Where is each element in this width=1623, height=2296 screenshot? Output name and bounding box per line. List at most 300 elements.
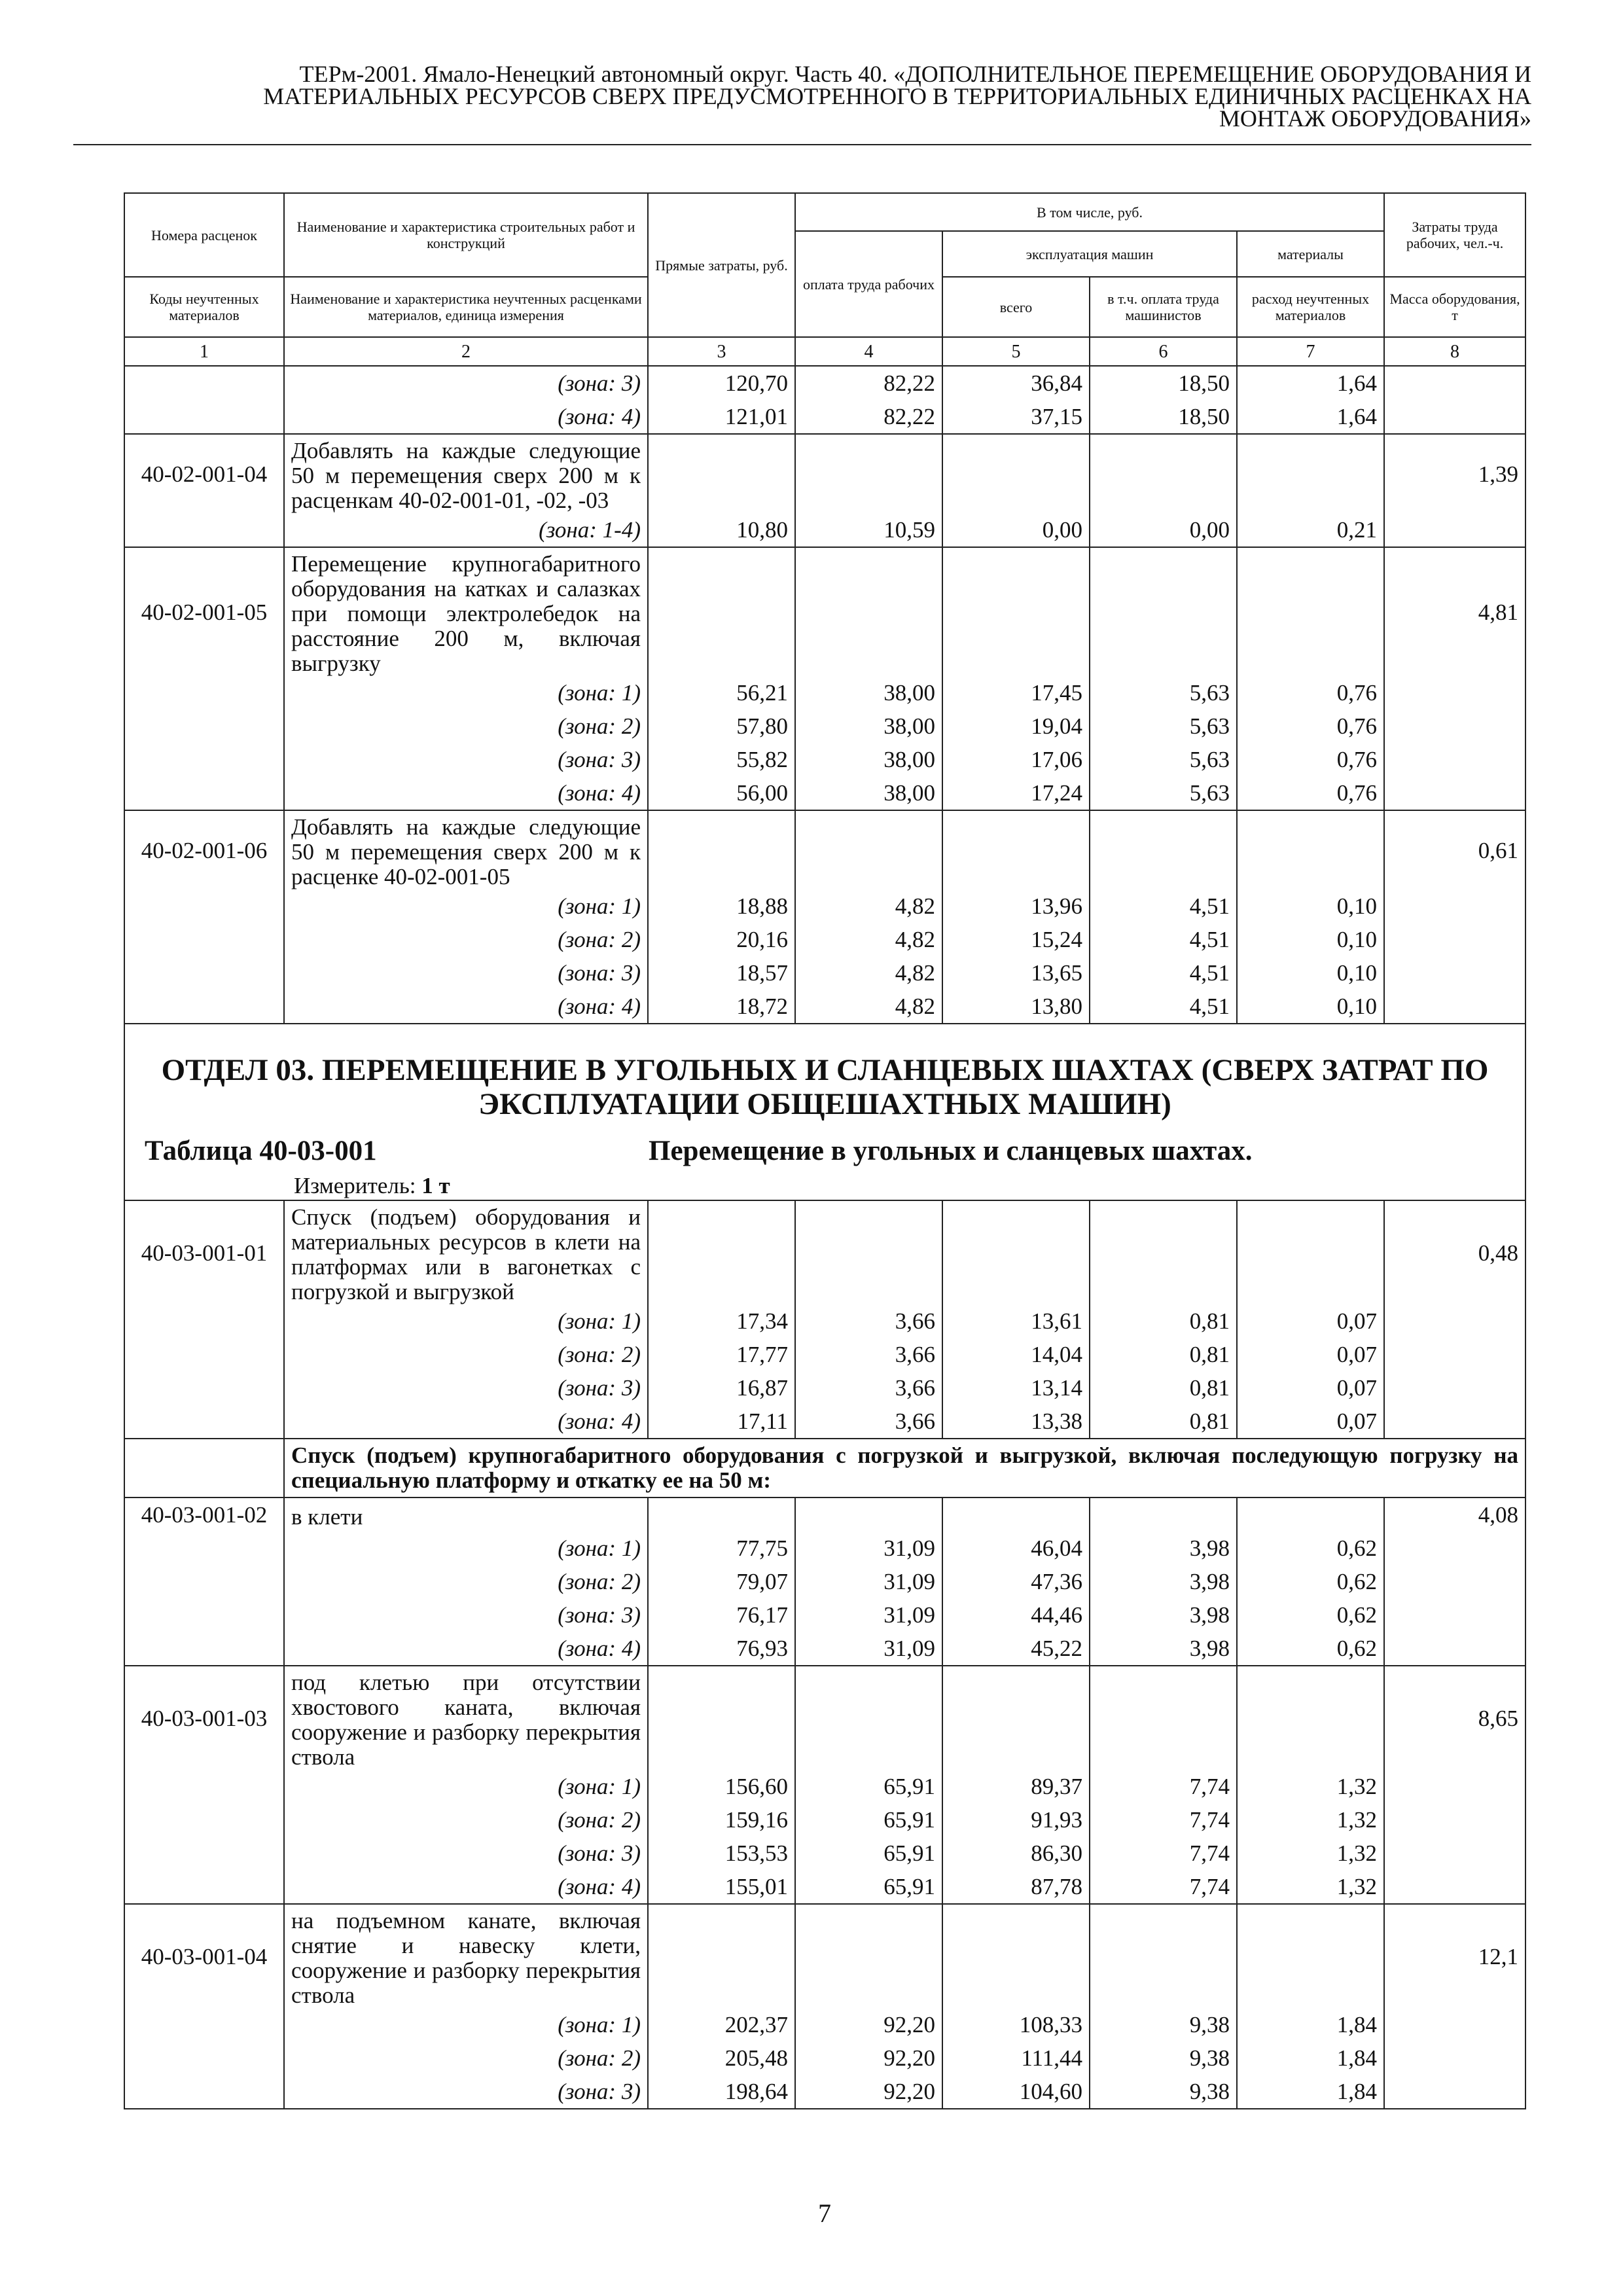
materials-value: 0,62: [1237, 1565, 1384, 1598]
labor-empty: [1384, 1565, 1525, 1598]
labor-empty: [1384, 1598, 1525, 1632]
direct-costs-value: 16,87: [648, 1371, 795, 1405]
materials-value: 0,07: [1237, 1371, 1384, 1405]
rate-code-empty: [124, 1405, 284, 1439]
empty-cell: [795, 1904, 942, 2008]
materials-value: 1,64: [1237, 400, 1384, 434]
th-direct-costs: Прямые затраты, руб.: [648, 193, 795, 337]
machine-total-value: 36,84: [942, 366, 1090, 400]
zone-label: (зона: 3): [284, 743, 648, 776]
labor-empty: [1384, 1532, 1525, 1565]
rate-entry-row: [124, 810, 1525, 889]
table-title: Перемещение в угольных и сланцевых шахтах.: [649, 1136, 1253, 1166]
direct-costs-value: 159,16: [648, 1803, 795, 1837]
labor-empty: [1384, 1371, 1525, 1405]
operator-pay-value: 4,51: [1090, 923, 1237, 956]
machine-total-value: 13,61: [942, 1304, 1090, 1338]
operator-pay-value: 3,98: [1090, 1532, 1237, 1565]
labor-empty: [1384, 2008, 1525, 2041]
th-codes-materials: Коды неучтенных материалов: [124, 277, 284, 337]
rate-description: Добавлять на каждые следующие 50 м перемещения сверх 200 м к расценке 40-02-001-05: [284, 810, 648, 889]
labor-pay-value: 31,09: [795, 1632, 942, 1666]
materials-value: 0,76: [1237, 743, 1384, 776]
zone-label: (зона: 1): [284, 1770, 648, 1803]
zone-row: [124, 1598, 1525, 1632]
labor-empty: [1384, 1405, 1525, 1439]
machine-total-value: 13,38: [942, 1405, 1090, 1439]
materials-value: 0,76: [1237, 676, 1384, 709]
labor-empty: [1384, 743, 1525, 776]
labor-costs-value: 0,61: [1384, 810, 1525, 889]
col-number: 6: [1090, 337, 1237, 366]
machine-total-value: 91,93: [942, 1803, 1090, 1837]
rate-code-empty: [124, 2041, 284, 2075]
machine-total-value: 47,36: [942, 1565, 1090, 1598]
group-heading-spacer: [124, 1439, 284, 1498]
col-number: 3: [648, 337, 795, 366]
zone-label: (зона: 1): [284, 889, 648, 923]
rate-code-empty: [124, 1565, 284, 1598]
zone-row: [124, 1632, 1525, 1666]
th-equipment-mass: Масса оборудования, т: [1384, 277, 1525, 337]
machine-total-value: 0,00: [942, 513, 1090, 547]
zone-row: [124, 1870, 1525, 1904]
table-caption: [125, 1134, 1525, 1172]
zone-row: [124, 1803, 1525, 1837]
running-header: [196, 63, 1531, 130]
empty-cell: [1090, 1498, 1237, 1532]
direct-costs-value: 10,80: [648, 513, 795, 547]
zone-row: [124, 923, 1525, 956]
empty-cell: [1090, 1666, 1237, 1770]
labor-empty: [1384, 1837, 1525, 1870]
labor-empty: [1384, 2041, 1525, 2075]
empty-cell: [648, 810, 795, 889]
materials-value: 0,10: [1237, 923, 1384, 956]
empty-cell: [942, 1200, 1090, 1304]
labor-empty: [1384, 776, 1525, 810]
empty-cell: [1237, 1200, 1384, 1304]
labor-pay-value: 3,66: [795, 1338, 942, 1371]
labor-pay-value: 92,20: [795, 2008, 942, 2041]
zone-row: [124, 2041, 1525, 2075]
direct-costs-value: 76,93: [648, 1632, 795, 1666]
th-incl-operators: в т.ч. оплата труда машинистов: [1090, 277, 1237, 337]
operator-pay-value: 9,38: [1090, 2075, 1237, 2109]
section-title: ОТДЕЛ 03. ПЕРЕМЕЩЕНИЕ В УГОЛЬНЫХ И СЛАНЦЕВЫХ ШАХТАХ (СВЕРХ ЗАТРАТ ПО ЭКСПЛУАТАЦИИ ОБЩЕШАХТНЫХ МАШИН): [161, 1053, 1489, 1121]
machine-total-value: 89,37: [942, 1770, 1090, 1803]
labor-costs-value: 0,48: [1384, 1200, 1525, 1304]
table-label: Таблица 40-03-001: [145, 1136, 377, 1166]
labor-pay-value: 31,09: [795, 1598, 942, 1632]
header-line-2: МАТЕРИАЛЬНЫХ РЕСУРСОВ СВЕРХ ПРЕДУСМОТРЕННОГО В ТЕРРИТОРИАЛЬНЫХ ЕДИНИЧНЫХ РАСЦЕНКАХ НА: [263, 83, 1531, 109]
rate-code: 40-02-001-04: [124, 434, 284, 513]
labor-empty: [1384, 1803, 1525, 1837]
zone-row: [124, 1532, 1525, 1565]
empty-cell: [1237, 1498, 1384, 1532]
empty-cell: [648, 547, 795, 676]
labor-pay-value: 38,00: [795, 676, 942, 709]
rate-code: 40-03-001-03: [124, 1666, 284, 1770]
direct-costs-value: 77,75: [648, 1532, 795, 1565]
rate-code-empty: [124, 1837, 284, 1870]
operator-pay-value: 3,98: [1090, 1598, 1237, 1632]
machine-total-value: 44,46: [942, 1598, 1090, 1632]
col-number: 8: [1384, 337, 1525, 366]
zone-row: [124, 1770, 1525, 1803]
zone-label: (зона: 4): [284, 1870, 648, 1904]
page-number: 7: [818, 2198, 831, 2228]
labor-pay-value: 31,09: [795, 1565, 942, 1598]
operator-pay-value: 5,63: [1090, 709, 1237, 743]
zone-row: [124, 776, 1525, 810]
rate-entry-row: [124, 1666, 1525, 1770]
zone-row: [124, 2008, 1525, 2041]
group-heading-row: [124, 1439, 1525, 1498]
rate-code: 40-03-001-02: [124, 1498, 284, 1532]
empty-cell: [942, 547, 1090, 676]
direct-costs-value: 156,60: [648, 1770, 795, 1803]
direct-costs-value: 55,82: [648, 743, 795, 776]
th-work-name: Наименование и характеристика строительных работ и конструкций: [284, 193, 648, 277]
materials-value: 0,21: [1237, 513, 1384, 547]
empty-cell: [1237, 434, 1384, 513]
measure-label: Измеритель:: [294, 1173, 416, 1198]
labor-pay-value: 3,66: [795, 1371, 942, 1405]
materials-value: 0,76: [1237, 776, 1384, 810]
labor-costs-value: 4,81: [1384, 547, 1525, 676]
th-materials: материалы: [1237, 231, 1384, 277]
machine-total-value: 17,24: [942, 776, 1090, 810]
empty-cell: [648, 1200, 795, 1304]
measure-line: [125, 1172, 1525, 1200]
materials-value: 0,10: [1237, 990, 1384, 1024]
operator-pay-value: 7,74: [1090, 1870, 1237, 1904]
zone-row: [124, 1304, 1525, 1338]
empty-cell: [1237, 1904, 1384, 2008]
materials-value: 1,32: [1237, 1770, 1384, 1803]
materials-value: 0,10: [1237, 956, 1384, 990]
labor-pay-value: 4,82: [795, 923, 942, 956]
labor-pay-value: 38,00: [795, 743, 942, 776]
machine-total-value: 108,33: [942, 2008, 1090, 2041]
labor-costs-value: 1,39: [1384, 434, 1525, 513]
labor-pay-value: 65,91: [795, 1803, 942, 1837]
rate-code-empty: [124, 1598, 284, 1632]
direct-costs-value: 18,88: [648, 889, 795, 923]
rate-code-empty: [124, 1338, 284, 1371]
empty-cell: [1237, 547, 1384, 676]
operator-pay-value: 7,74: [1090, 1837, 1237, 1870]
empty-cell: [1237, 810, 1384, 889]
labor-pay-value: 92,20: [795, 2075, 942, 2109]
labor-pay-value: 65,91: [795, 1770, 942, 1803]
empty-cell: [1090, 1200, 1237, 1304]
machine-total-value: 87,78: [942, 1870, 1090, 1904]
zone-row: [124, 709, 1525, 743]
labor-pay-value: 65,91: [795, 1837, 942, 1870]
rate-code-empty: [124, 1532, 284, 1565]
rate-code-empty: [124, 889, 284, 923]
direct-costs-value: 17,77: [648, 1338, 795, 1371]
operator-pay-value: 0,81: [1090, 1338, 1237, 1371]
materials-value: 1,84: [1237, 2075, 1384, 2109]
direct-costs-value: 56,21: [648, 676, 795, 709]
labor-empty: [1384, 366, 1525, 400]
zone-row: [124, 743, 1525, 776]
empty-cell: [942, 810, 1090, 889]
labor-pay-value: 4,82: [795, 956, 942, 990]
rate-code-empty: [124, 1770, 284, 1803]
rate-code-empty: [124, 990, 284, 1024]
direct-costs-value: 57,80: [648, 709, 795, 743]
machine-total-value: 19,04: [942, 709, 1090, 743]
machine-total-value: 86,30: [942, 1837, 1090, 1870]
labor-empty: [1384, 1770, 1525, 1803]
empty-cell: [795, 547, 942, 676]
col-number: 1: [124, 337, 284, 366]
machine-total-value: 14,04: [942, 1338, 1090, 1371]
zone-label: (зона: 3): [284, 366, 648, 400]
labor-pay-value: 4,82: [795, 990, 942, 1024]
operator-pay-value: 4,51: [1090, 889, 1237, 923]
empty-cell: [795, 1498, 942, 1532]
labor-pay-value: 3,66: [795, 1405, 942, 1439]
rate-code-empty: [124, 1632, 284, 1666]
direct-costs-value: 198,64: [648, 2075, 795, 2109]
rate-description: Спуск (подъем) оборудования и материальных ресурсов в клети на платформах или в вагонетках с погрузкой и выгрузкой: [284, 1200, 648, 1304]
col-number: 5: [942, 337, 1090, 366]
materials-value: 0,62: [1237, 1632, 1384, 1666]
machine-total-value: 13,14: [942, 1371, 1090, 1405]
col-number: 2: [284, 337, 648, 366]
labor-pay-value: 38,00: [795, 776, 942, 810]
direct-costs-value: 18,72: [648, 990, 795, 1024]
materials-value: 1,84: [1237, 2041, 1384, 2075]
rate-code-empty: [124, 1803, 284, 1837]
header-line-1: ТЕРм-2001. Ямало-Ненецкий автономный округ. Часть 40. «ДОПОЛНИТЕЛЬНОЕ ПЕРЕМЕЩЕНИЕ ОБОРУДОВАНИЯ И: [299, 61, 1531, 87]
rate-code-empty: [124, 1870, 284, 1904]
zone-row: [124, 513, 1525, 547]
labor-empty: [1384, 923, 1525, 956]
zone-label: (зона: 4): [284, 776, 648, 810]
labor-pay-value: 31,09: [795, 1532, 942, 1565]
direct-costs-value: 202,37: [648, 2008, 795, 2041]
rate-code-empty: [124, 366, 284, 400]
machine-total-value: 13,80: [942, 990, 1090, 1024]
operator-pay-value: 0,81: [1090, 1304, 1237, 1338]
materials-value: 0,07: [1237, 1405, 1384, 1439]
rate-entry-row: [124, 1904, 1525, 2008]
zone-row: [124, 1405, 1525, 1439]
rate-code-empty: [124, 956, 284, 990]
direct-costs-value: 20,16: [648, 923, 795, 956]
zone-label: (зона: 4): [284, 1405, 648, 1439]
zone-row: [124, 889, 1525, 923]
th-total: всего: [942, 277, 1090, 337]
zone-row: [124, 1565, 1525, 1598]
rate-description: под клетью при отсутствии хвостового каната, включая сооружение и разборку перекрытия ствола: [284, 1666, 648, 1770]
machine-total-value: 15,24: [942, 923, 1090, 956]
labor-empty: [1384, 2075, 1525, 2109]
rate-code-empty: [124, 709, 284, 743]
direct-costs-value: 153,53: [648, 1837, 795, 1870]
empty-cell: [942, 1666, 1090, 1770]
operator-pay-value: 9,38: [1090, 2041, 1237, 2075]
operator-pay-value: 0,81: [1090, 1405, 1237, 1439]
labor-empty: [1384, 990, 1525, 1024]
zone-row: [124, 366, 1525, 400]
rate-entry-row: [124, 434, 1525, 513]
empty-cell: [648, 1498, 795, 1532]
rate-code: 40-03-001-01: [124, 1200, 284, 1304]
machine-total-value: 104,60: [942, 2075, 1090, 2109]
labor-pay-value: 10,59: [795, 513, 942, 547]
zone-label: (зона: 1): [284, 676, 648, 709]
th-rate-numbers: Номера расценок: [124, 193, 284, 277]
header-line-3: МОНТАЖ ОБОРУДОВАНИЯ»: [1219, 105, 1531, 132]
zone-label: (зона: 2): [284, 2041, 648, 2075]
th-machine-ops: эксплуатация машин: [942, 231, 1237, 277]
zone-label: (зона: 3): [284, 1837, 648, 1870]
labor-costs-value: 12,1: [1384, 1904, 1525, 2008]
machine-total-value: 45,22: [942, 1632, 1090, 1666]
section-row: [124, 1024, 1525, 1200]
rate-code: 40-02-001-05: [124, 547, 284, 676]
zone-label: (зона: 3): [284, 956, 648, 990]
materials-value: 1,32: [1237, 1803, 1384, 1837]
rate-description: Перемещение крупногабаритного оборудования на катках и салазках при помощи электролебедок на расстояние 200 м, включая выгрузку: [284, 547, 648, 676]
col-number: 4: [795, 337, 942, 366]
rate-code-empty: [124, 400, 284, 434]
direct-costs-value: 205,48: [648, 2041, 795, 2075]
materials-value: 1,84: [1237, 2008, 1384, 2041]
operator-pay-value: 4,51: [1090, 990, 1237, 1024]
labor-empty: [1384, 1632, 1525, 1666]
rate-entry-row: [124, 547, 1525, 676]
empty-cell: [795, 810, 942, 889]
zone-row: [124, 1338, 1525, 1371]
empty-cell: [648, 434, 795, 513]
empty-cell: [1237, 1666, 1384, 1770]
rate-code-empty: [124, 1304, 284, 1338]
materials-value: 0,62: [1237, 1598, 1384, 1632]
zone-row: [124, 2075, 1525, 2109]
materials-value: 1,32: [1237, 1870, 1384, 1904]
zone-label: (зона: 1): [284, 2008, 648, 2041]
operator-pay-value: 7,74: [1090, 1770, 1237, 1803]
operator-pay-value: 0,81: [1090, 1371, 1237, 1405]
header-rule: [73, 144, 1531, 145]
operator-pay-value: 4,51: [1090, 956, 1237, 990]
operator-pay-value: 5,63: [1090, 743, 1237, 776]
empty-cell: [1090, 547, 1237, 676]
materials-value: 0,76: [1237, 709, 1384, 743]
labor-empty: [1384, 676, 1525, 709]
direct-costs-value: 56,00: [648, 776, 795, 810]
zone-label: (зона: 1): [284, 1532, 648, 1565]
operator-pay-value: 5,63: [1090, 676, 1237, 709]
column-number-row: [124, 337, 1525, 366]
rates-table: [124, 192, 1526, 2109]
empty-cell: [1090, 810, 1237, 889]
zone-label: (зона: 2): [284, 1338, 648, 1371]
direct-costs-value: 17,11: [648, 1405, 795, 1439]
zone-row: [124, 990, 1525, 1024]
rate-code-empty: [124, 776, 284, 810]
operator-pay-value: 7,74: [1090, 1803, 1237, 1837]
labor-pay-value: 4,82: [795, 889, 942, 923]
empty-cell: [795, 1200, 942, 1304]
zone-row: [124, 400, 1525, 434]
labor-costs-value: 8,65: [1384, 1666, 1525, 1770]
direct-costs-value: 120,70: [648, 366, 795, 400]
operator-pay-value: 9,38: [1090, 2008, 1237, 2041]
zone-label: (зона: 3): [284, 1598, 648, 1632]
empty-cell: [942, 1498, 1090, 1532]
machine-total-value: 111,44: [942, 2041, 1090, 2075]
th-materials-name: Наименование и характеристика неучтенных расценками материалов, единица измерения: [284, 277, 648, 337]
rate-code-empty: [124, 923, 284, 956]
labor-pay-value: 92,20: [795, 2041, 942, 2075]
direct-costs-value: 17,34: [648, 1304, 795, 1338]
labor-pay-value: 65,91: [795, 1870, 942, 1904]
labor-pay-value: 82,22: [795, 400, 942, 434]
group-heading: Спуск (подъем) крупногабаритного оборудования с погрузкой и выгрузкой, включая последующую погрузку на специальную платформу и откатку ее на 50 м:: [284, 1439, 1525, 1498]
rate-description: на подъемном канате, включая снятие и навеску клети, сооружение и разборку перекрытия ствола: [284, 1904, 648, 2008]
empty-cell: [795, 1666, 942, 1770]
direct-costs-value: 121,01: [648, 400, 795, 434]
empty-cell: [942, 434, 1090, 513]
labor-empty: [1384, 513, 1525, 547]
zone-row: [124, 956, 1525, 990]
empty-cell: [648, 1904, 795, 2008]
rate-entry-row: [124, 1200, 1525, 1304]
empty-cell: [648, 1666, 795, 1770]
labor-costs-value: 4,08: [1384, 1498, 1525, 1532]
th-labor-costs: Затраты труда рабочих, чел.-ч.: [1384, 193, 1525, 277]
labor-empty: [1384, 1304, 1525, 1338]
materials-value: 0,10: [1237, 889, 1384, 923]
direct-costs-value: 155,01: [648, 1870, 795, 1904]
zone-label: (зона: 4): [284, 400, 648, 434]
zone-label: (зона: 1-4): [284, 513, 648, 547]
labor-empty: [1384, 709, 1525, 743]
rate-code-empty: [124, 513, 284, 547]
materials-value: 0,07: [1237, 1304, 1384, 1338]
labor-pay-value: 82,22: [795, 366, 942, 400]
empty-cell: [942, 1904, 1090, 2008]
materials-value: 1,64: [1237, 366, 1384, 400]
machine-total-value: 17,45: [942, 676, 1090, 709]
th-labor-pay: оплата труда рабочих: [795, 231, 942, 337]
operator-pay-value: 3,98: [1090, 1632, 1237, 1666]
labor-empty: [1384, 1870, 1525, 1904]
th-materials-use: расход неучтенных материалов: [1237, 277, 1384, 337]
zone-label: (зона: 3): [284, 2075, 648, 2109]
zone-label: (зона: 3): [284, 1371, 648, 1405]
machine-total-value: 46,04: [942, 1532, 1090, 1565]
zone-label: (зона: 2): [284, 709, 648, 743]
machine-total-value: 13,96: [942, 889, 1090, 923]
zone-row: [124, 1371, 1525, 1405]
direct-costs-value: 76,17: [648, 1598, 795, 1632]
measure-value: 1 т: [421, 1173, 450, 1198]
zone-label: (зона: 4): [284, 1632, 648, 1666]
labor-empty: [1384, 889, 1525, 923]
zone-label: (зона: 1): [284, 1304, 648, 1338]
zone-row: [124, 1837, 1525, 1870]
